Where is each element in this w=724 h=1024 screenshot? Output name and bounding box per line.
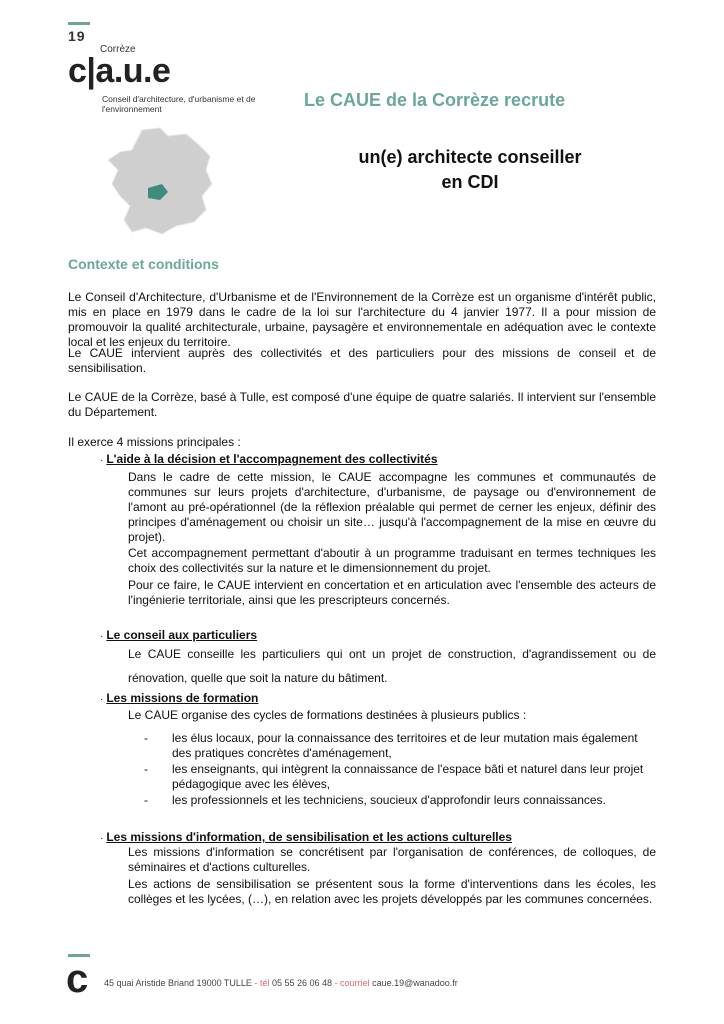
france-map-icon <box>102 126 220 236</box>
logo-wordmark: c|a.u.e <box>68 52 171 90</box>
list-item: les professionnels et les techniciens, soucieux d'approfondir leurs connaissances. <box>172 793 606 807</box>
bullet-icon: · <box>100 631 104 642</box>
footer-contact <box>104 978 458 988</box>
mission-2-title: Le conseil aux particuliers <box>106 628 258 642</box>
footer-address: 45 quai Aristide Briand 19000 TULLE <box>104 978 252 988</box>
mission-4-heading <box>100 828 512 846</box>
list-item: les enseignants, qui intègrent la connaissance de l'espace bâti et naturel dans leur projet pédagogique avec les élèves, <box>172 762 644 791</box>
footer-logo: c <box>66 957 89 1001</box>
footer-tel-label: - tél <box>254 978 270 988</box>
list-dash: - <box>144 762 148 776</box>
job-title-line1: un(e) architecte conseiller <box>358 147 582 167</box>
mission-1-title: L'aide à la décision et l'accompagnement des collectivités <box>106 452 438 466</box>
bullet-icon: · <box>100 833 104 844</box>
mission-3-title: Les missions de formation <box>106 691 259 705</box>
footer-email: caue.19@wanadoo.fr <box>372 978 458 988</box>
logo-dept-number: 19 <box>68 28 86 44</box>
job-title <box>320 145 620 195</box>
mission-1-paragraph-2: Cet accompagnement permettant d'aboutir à un programme traduisant en termes techniques les choix des collectivités sur la nature et le dimensionnement du projet. <box>128 546 656 575</box>
logo-region: Corrèze <box>100 44 136 55</box>
intro-paragraph-2: Le CAUE intervient auprès des collectivités et des particuliers pour des missions de conseil et de sensibilisation. <box>68 346 656 375</box>
mission-4-paragraph: Les missions d'information se concrétisent par l'organisation de conférences, de colloques, de séminaires et d'actions culturelles. <box>128 845 656 874</box>
mission-1-paragraph-3: Pour ce faire, le CAUE intervient en concertation et en articulation avec l'ensemble des acteurs de l'ingénierie territoriale, ainsi que les prescripteurs concernés. <box>128 578 656 607</box>
mission-2-paragraph: Le CAUE conseille les particuliers qui ont un projet de construction, d'agrandissement ou de rénovation, quelle que soit la nature du bâtiment. <box>128 647 656 685</box>
bullet-icon: · <box>100 455 104 466</box>
mission-4-paragraph-2: Les actions de sensibilisation se présentent sous la forme d'interventions dans les écoles, les collèges et les lycées, (…), en relation avec les projets développés par les communes concernées. <box>128 877 656 906</box>
mission-1-paragraph: Dans le cadre de cette mission, le CAUE accompagne les communes et communautés de communes sur leurs projets d'architecture, d'urbanisme, de paysage ou d'environnement de l'amont au pré-opérationnel (de la réflexion préalable qui permet de cerner les enjeux, définir des principes d'aménagement ou choisir un site… jusqu'à l'accompagnement de la mise en œuvre du projet). <box>128 470 656 544</box>
list-dash: - <box>144 793 148 807</box>
missions-intro: Il exerce 4 missions principales : <box>68 435 241 449</box>
mission-4-title: Les missions d'information, de sensibilisation et les actions culturelles <box>106 830 512 844</box>
mission-3-paragraph: Le CAUE organise des cycles de formations destinées à plusieurs publics : <box>128 708 527 722</box>
intro-paragraph: Le Conseil d'Architecture, d'Urbanisme et de l'Environnement de la Corrèze est un organisme d'intérêt public, mis en place en 1979 dans le cadre de la loi sur l'architecture du 4 janvier 1977. Il a pour mission de promouvoir la qualité architecturale, urbaine, paysagère et environnementale en adéquation avec le contexte local et les enjeux du territoire. <box>68 290 656 349</box>
job-title-line2: en CDI <box>441 172 499 192</box>
bullet-icon: · <box>100 694 104 705</box>
section-heading: Contexte et conditions <box>68 256 219 272</box>
mission-1-heading <box>100 450 438 468</box>
logo-subtitle: Conseil d'architecture, d'urbanisme et de l'environnement <box>102 94 256 114</box>
recruit-title: Le CAUE de la Corrèze recrute <box>304 90 566 110</box>
footer-email-label: - courriel <box>334 978 370 988</box>
team-paragraph: Le CAUE de la Corrèze, basé à Tulle, est composé d'une équipe de quatre salariés. Il intervient sur l'ensemble du Département. <box>68 390 656 419</box>
list-item: les élus locaux, pour la connaissance des territoires et de leur mutation mais également des pratiques concrètes d'aménagement, <box>172 731 638 760</box>
caue-logo <box>68 22 258 222</box>
logo-accent-bar <box>68 22 90 25</box>
mission-3-heading <box>100 689 258 707</box>
footer-tel: 05 55 26 06 48 <box>271 978 333 988</box>
list-dash: - <box>144 731 148 745</box>
